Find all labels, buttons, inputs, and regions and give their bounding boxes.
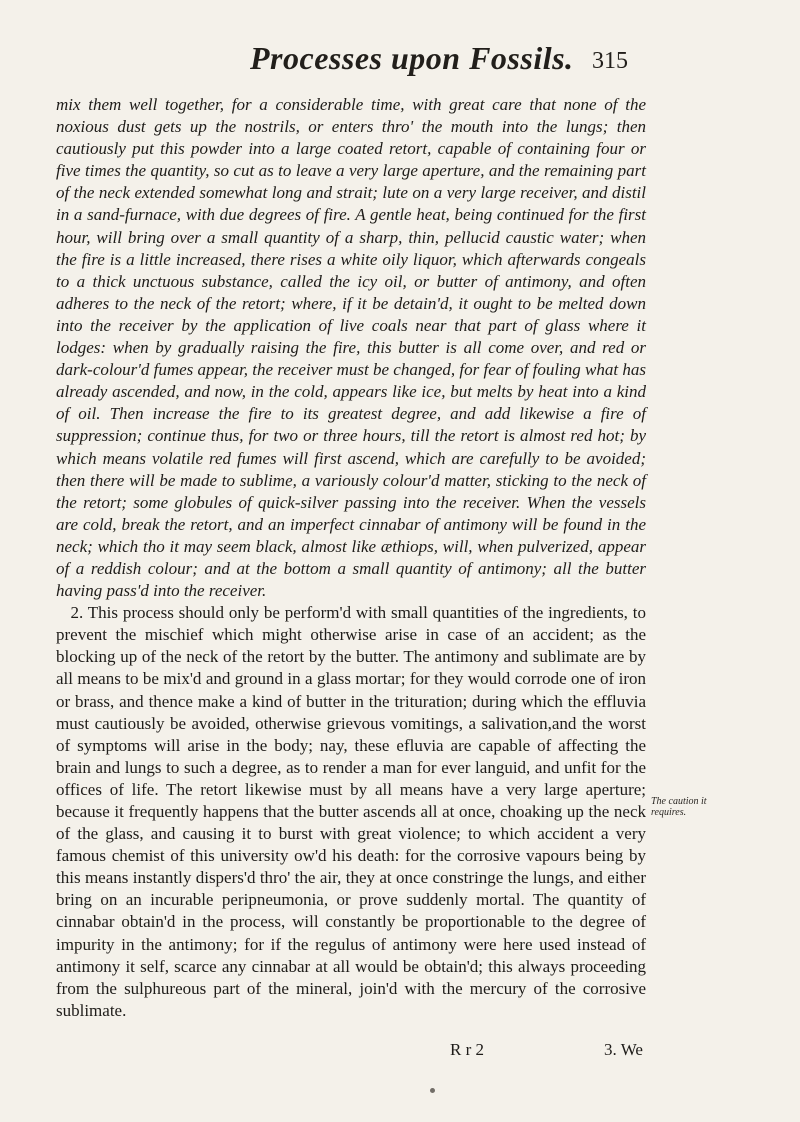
ink-speck: [430, 1088, 435, 1093]
paragraph-2: [56, 602, 646, 1022]
margin-note: The caution it requires.: [651, 796, 707, 818]
running-head: Processes upon Fossils.: [250, 40, 574, 76]
page-number: 315: [592, 48, 628, 74]
italic-passage: mix them well together, for a considerable time, with great care that none of the noxious dust gets up the nostrils, or enters thro' the mouth into the lungs; then cautiously put this powder into a large coated retort, capable of containing four or five times the quantity, so cut as to leave a very large aperture, and the remaining part of the neck extended somewhat long and strait; lute on a very large receiver, and distil in a sand-furnace, with due degrees of fire. A gentle heat, being continued for the first hour, will bring over a small quantity of a sharp, thin, pellucid caustic water; when the fire is a little increased, there rises a white oily liquor, which afterwards congeals to a thick unctuous substance, called the icy oil, or butter of antimony, and often adheres to the neck of the retort; where, if it be detain'd, it ought to be melted down into the receiver by the application of live coals near that part of glass where it lodges: when by gradually raising the fire, this butter is all come over, and red or dark-colour'd fumes appear, the receiver must be changed, for fear of fouling what has already ascended, and now, in the cold, appears like ice, but melts by heat into a kind of oil. Then increase the fire to its greatest degree, and add likewise a fire of suppression; continue thus, for two or three hours, till the retort is almost red hot; by which means volatile red fumes will first ascend, which are carefully to be avoided; then there will be made to sublime, a variously colour'd matter, sticking to the neck of the retort; some globules of quick-silver passing into the receiver. When the vessels are cold, break the retort, and an imperfect cinnabar of antimony will be found in the neck; which tho it may seem black, almost like æthiops, will, when pulverized, appear of a reddish colour; and at the bottom a small quantity of antimony; all the butter having pass'd into the receiver.: [56, 95, 646, 601]
page-header: [0, 40, 800, 90]
catchword: 3. We: [604, 1040, 643, 1059]
paragraph-2-text: This process should only be perform'd with small quantities of the ingredients, to prevent the mischief which might otherwise arise in case of an accident; as the blocking up of the neck of the retort by the butter. The antimony and sublimate are by all means to be mix'd and ground in a glass mortar; for they would corrode one of iron or brass, and thence make a kind of butter in the trituration; during which the effluvia must cautiously be avoided, otherwise grievous vomitings, a salivation,and the worst of symptoms will arise in the body; nay, these efluvia are capable of affecting the brain and lungs to such a degree, as to render a man for ever languid, and unfit for the offices of life. The retort likewise must by all means have a very large aperture; because it frequently happens that the butter ascends all at once, choaking up the neck of the glass, and causing it to burst with great violence; to which accident a very famous chemist of this university ow'd his death: for the corrosive vapours being by this means instantly dispers'd thro' the air, they at once constringe the lungs, and either bring on an incurable peripneumonia, or prove suddenly mortal. The quantity of cinnabar obtain'd in the process, will constantly be proportionable to the degree of impurity in the antimony; for if the regulus of antimony were here used instead of antimony it self, scarce any cinnabar at all would be obtain'd; this always proceeding from the sulphureous part of the mineral, join'd with the mercury of the corrosive sublimate.: [56, 603, 646, 1020]
signature-mark: R r 2: [450, 1040, 484, 1059]
body-text: [56, 94, 646, 1022]
page-footer: [0, 1040, 800, 1064]
paragraph-number: 2.: [70, 603, 84, 623]
